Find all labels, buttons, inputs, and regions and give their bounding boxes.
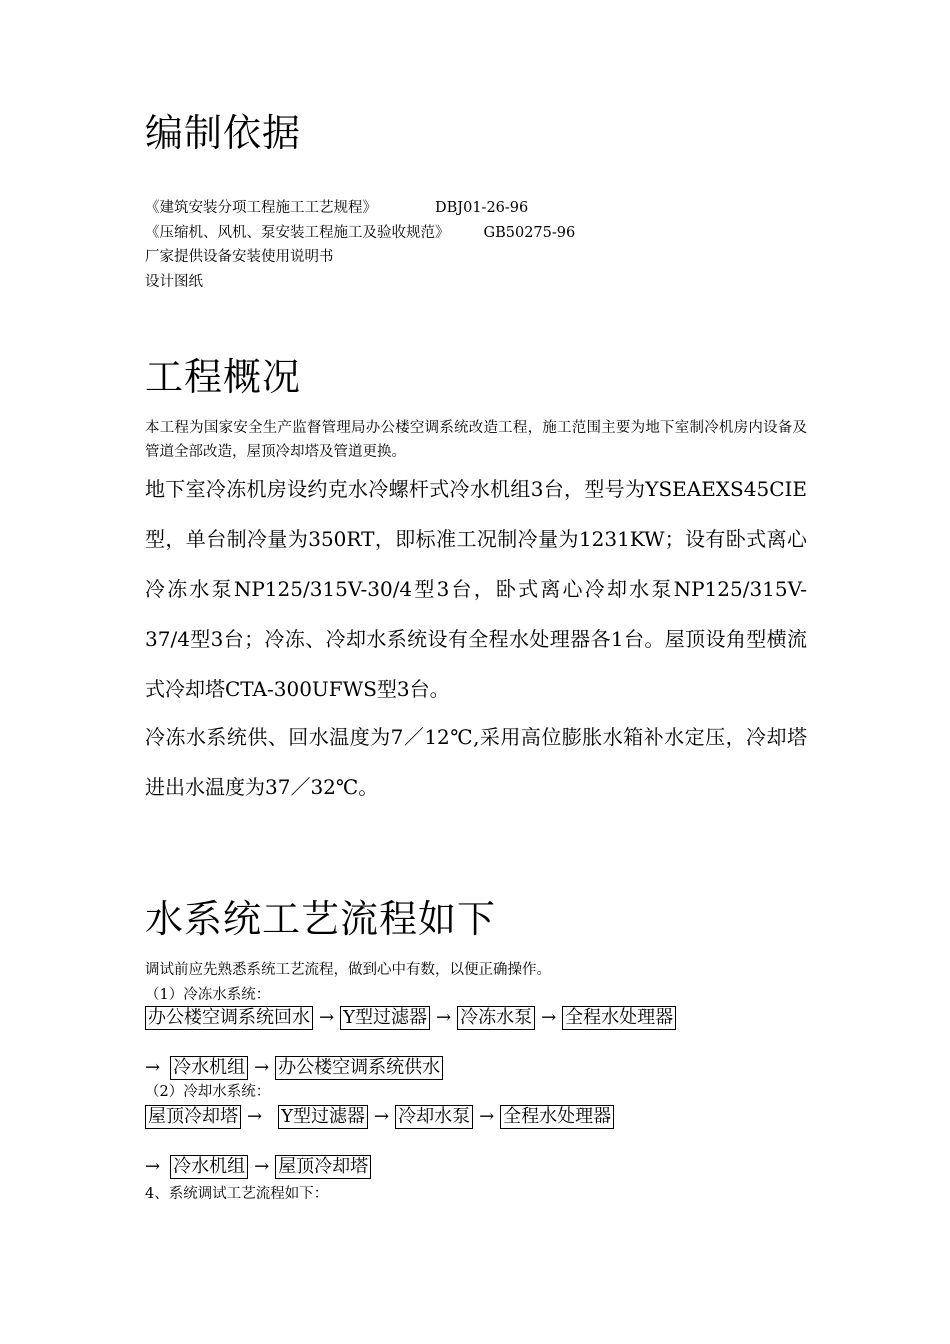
overview-paragraph-1: 地下室冷冻机房设约克水冷螺杆式冷水机组3台，型号为YSEAEXS45CIE型，单台制冷量为350RT，即标准工况制冷量为1231KW；设有卧式离心冷冻水泵NP125/315V-30/4型3台，卧式离心冷却水泵NP125/315V-37/4型3台；冷冻、冷却水系统设有全程水处理器各1台。屋顶设角型横流式冷却塔CTA-300UFWS型3台。 [145, 477, 807, 701]
next-section-heading: 4、系统调试工艺流程如下： [145, 1186, 329, 1202]
flow-intro: 调试前应先熟悉系统工艺流程，做到心中有数，以便正确操作。 [145, 962, 551, 978]
flow-box: 全程水处理器 [562, 1006, 676, 1030]
basis-item-3: 厂家提供设备安装使用说明书 [145, 249, 334, 265]
basis-item-code: GB50275-96 [483, 225, 576, 241]
basis-item-2 [145, 221, 575, 245]
flow-box: Y型过滤器 [340, 1006, 430, 1030]
arrow-icon: → [479, 1106, 495, 1127]
basis-item-1 [145, 196, 528, 220]
flow-box: Y型过滤器 [278, 1105, 368, 1129]
flow-box: 冷水机组 [170, 1155, 248, 1179]
arrow-icon: → [145, 1156, 161, 1177]
flow-box: 屋顶冷却塔 [145, 1105, 241, 1129]
heading-basis: 编制依据 [145, 111, 302, 155]
arrow-icon: → [145, 1057, 161, 1078]
cooling-system-label: （2）冷却水系统： [145, 1084, 271, 1100]
chilled-flow-line-2 [145, 1056, 443, 1080]
flow-box: 屋顶冷却塔 [275, 1155, 371, 1179]
flow-box: 办公楼空调系统回水 [145, 1006, 313, 1030]
cooling-flow-line-1 [145, 1105, 614, 1129]
flow-box: 办公楼空调系统供水 [275, 1056, 443, 1080]
basis-item-4: 设计图纸 [145, 274, 203, 290]
arrow-icon: → [319, 1007, 335, 1028]
arrow-icon: → [435, 1007, 452, 1028]
overview-paragraph-2: 冷冻水系统供、回水温度为7／12℃,采用高位膨胀水箱补水定压，冷却塔进出水温度为37／32℃。 [145, 725, 807, 799]
heading-overview: 工程概况 [145, 355, 302, 399]
chilled-system-label: （1）冷冻水系统： [145, 987, 271, 1003]
arrow-icon: → [254, 1057, 270, 1078]
heading-flow: 水系统工艺流程如下 [145, 897, 497, 941]
basis-item-text: 《建筑安装分项工程施工工艺规程》 [145, 200, 377, 216]
arrow-icon: → [254, 1156, 270, 1177]
chilled-flow-line-1 [145, 1006, 676, 1030]
arrow-icon: → [541, 1007, 557, 1028]
basis-item-text: 《压缩机、风机、泵安装工程施工及验收规范》 [145, 225, 450, 241]
flow-box: 冷水机组 [170, 1056, 248, 1080]
flow-box: 全程水处理器 [500, 1105, 614, 1129]
arrow-icon: → [373, 1106, 390, 1127]
flow-box: 冷冻水泵 [457, 1006, 535, 1030]
basis-item-code: DBJ01-26-96 [435, 200, 529, 216]
arrow-icon: → [247, 1106, 263, 1127]
overview-intro: 本工程为国家安全生产监督管理局办公楼空调系统改造工程，施工范围主要为地下室制冷机房内设备及管道全部改造，屋顶冷却塔及管道更换。 [145, 420, 807, 460]
flow-box: 冷却水泵 [395, 1105, 473, 1129]
cooling-flow-line-2 [145, 1155, 371, 1179]
